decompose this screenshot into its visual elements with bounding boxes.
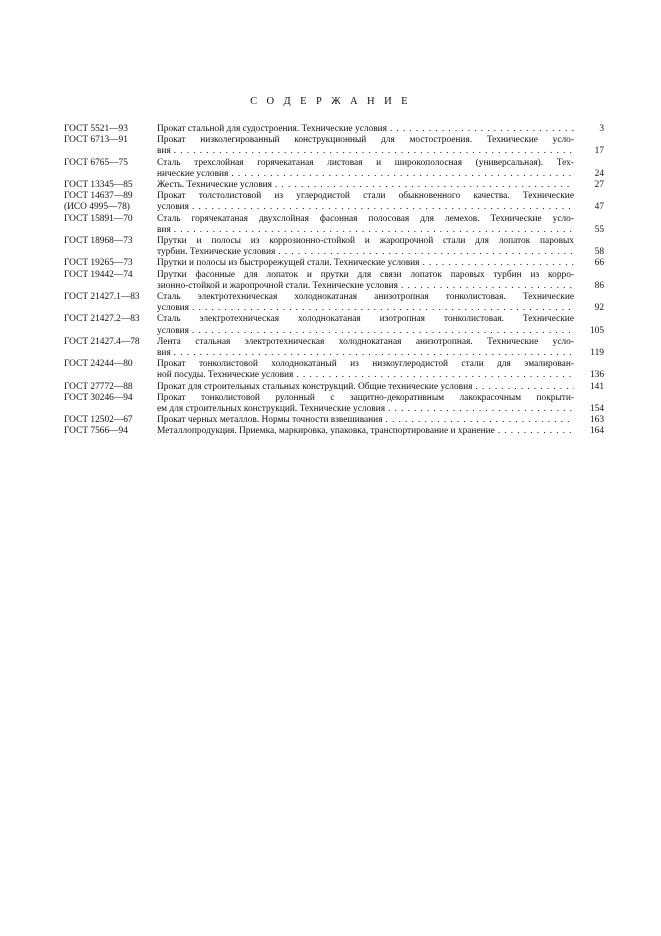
standard-code	[64, 270, 157, 281]
toc-entry	[64, 191, 604, 213]
standard-code-line: ГОСТ 5521—93	[64, 124, 128, 134]
entry-title-text: ем для строительных конструкций. Технические условия	[157, 404, 386, 415]
standard-code-line: ГОСТ 7566—94	[64, 426, 128, 437]
standard-code	[64, 393, 157, 404]
entry-title-text: вия	[157, 348, 171, 359]
page-number: 136	[589, 370, 604, 381]
toc-entry	[64, 158, 604, 180]
page-number: 66	[594, 258, 604, 269]
entry-title-line	[157, 169, 574, 180]
entry-title-line	[157, 258, 574, 269]
entry-title-line	[157, 236, 574, 247]
standard-code	[64, 359, 157, 370]
entry-title-text: Прокат для строительных стальных конструкций. Общие технические условия	[157, 381, 473, 392]
dot-leader	[498, 426, 574, 437]
page-number: 58	[594, 247, 604, 258]
dot-leader	[275, 180, 574, 191]
entry-title-text: Прокат низколегированный конструкционный для мостостроения. Технические усло-	[157, 135, 574, 146]
standard-code	[64, 258, 157, 269]
standard-code	[64, 191, 157, 213]
entry-title	[157, 382, 574, 393]
dot-leader	[388, 404, 574, 415]
entry-title-text: Металлопродукция. Приемка, маркировка, упаковка, транспортирование и хранение	[157, 426, 495, 437]
entry-title-line	[157, 370, 574, 381]
standard-code	[64, 426, 157, 437]
dot-leader	[475, 382, 574, 393]
entry-title-line	[157, 225, 574, 236]
entry-title-text: Прокат черных металлов. Нормы точности взвешивания	[157, 415, 383, 426]
entry-title	[157, 415, 574, 426]
dot-leader	[278, 247, 574, 258]
entry-title-text: условия	[157, 202, 189, 213]
dot-leader	[192, 326, 574, 337]
entry-title	[157, 124, 574, 135]
entry-title-line	[157, 337, 574, 348]
page-number: 86	[594, 280, 604, 291]
page-number: 3	[599, 124, 604, 134]
entry-title-line	[157, 202, 574, 213]
entry-title	[157, 292, 574, 314]
standard-code-line: ГОСТ 27772—88	[64, 381, 133, 392]
toc-entry	[64, 292, 604, 314]
toc-entry	[64, 180, 604, 191]
entry-title	[157, 236, 574, 258]
page-number: 27	[594, 180, 604, 191]
entry-title-line	[157, 393, 574, 404]
page-number: 154	[589, 404, 604, 415]
entry-title	[157, 191, 574, 213]
entry-title-line	[157, 247, 574, 258]
standard-code	[64, 382, 157, 393]
entry-title-text: Сталь электротехническая холоднокатаная изотропная тонколистовая. Технические	[157, 314, 574, 325]
standard-code-line: ГОСТ 21427.2—83	[64, 314, 140, 325]
entry-title-text: Сталь электротехническая холоднокатаная анизотропная тонколистовая. Технические	[157, 292, 574, 303]
entry-title-text: Сталь горячекатаная двухслойная фасонная полосовая для лемехов. Технические усло-	[157, 213, 574, 224]
standard-code	[64, 180, 157, 191]
standard-code-line: (ИСО 4995—78)	[64, 202, 130, 213]
entry-title-text: зионно-стойкой и жаропрочной стали. Технические условия	[157, 280, 398, 291]
standard-code	[64, 236, 157, 247]
toc-entry	[64, 124, 604, 135]
dot-leader	[401, 281, 574, 292]
dot-leader	[174, 146, 574, 157]
entry-title	[157, 214, 574, 236]
page-number: 119	[590, 348, 604, 359]
entry-title-line	[157, 404, 574, 415]
entry-title-line	[157, 348, 574, 359]
standard-code-line: ГОСТ 6713—91	[64, 135, 128, 146]
toc-entry	[64, 382, 604, 393]
entry-title-line	[157, 270, 574, 281]
entry-title-line	[157, 191, 574, 202]
entry-title-line	[157, 415, 574, 426]
page-number: 164	[589, 426, 604, 437]
page-number: 105	[589, 325, 604, 336]
standard-code-line: ГОСТ 19442—74	[64, 269, 133, 280]
page-title: С О Д Е Р Ж А Н И Е	[250, 96, 411, 107]
toc-entry	[64, 426, 604, 437]
standard-code	[64, 415, 157, 426]
entry-title-line	[157, 124, 574, 135]
standard-code-line: ГОСТ 15891—70	[64, 213, 133, 224]
standard-code	[64, 124, 157, 135]
standard-code-line: ГОСТ 6765—75	[64, 157, 128, 168]
dot-leader	[386, 415, 574, 426]
toc-entry	[64, 337, 604, 359]
entry-title-line	[157, 180, 574, 191]
entry-title	[157, 393, 574, 415]
entry-title-text: Прутки и полосы из коррозионно-стойкой и жаропрочной стали для лопаток паровых	[157, 236, 574, 247]
toc-entry	[64, 135, 604, 157]
entry-title-line	[157, 214, 574, 225]
toc-entry	[64, 415, 604, 426]
entry-title	[157, 314, 574, 336]
dot-leader	[192, 303, 574, 314]
entry-title	[157, 180, 574, 191]
toc-entry	[64, 314, 604, 336]
entry-title-line	[157, 292, 574, 303]
entry-title-text: условия	[157, 325, 189, 336]
entry-title-text: Сталь трехслойная горячекатаная листовая и широкополосная (универсальная). Тех-	[157, 157, 574, 168]
toc-entry	[64, 214, 604, 236]
entry-title-line	[157, 326, 574, 337]
entry-title-line	[157, 158, 574, 169]
page-number: 141	[589, 381, 604, 392]
page-number: 163	[589, 415, 604, 426]
standard-code	[64, 214, 157, 225]
standard-code-line: ГОСТ 19265—73	[64, 258, 133, 269]
dot-leader	[192, 202, 574, 213]
entry-title-text: Лента стальная электротехническая холоднокатаная анизотропная. Технические усло-	[157, 336, 574, 347]
entry-title-text: Прокат стальной для судостроения. Технические условия	[157, 124, 387, 134]
standard-code-line: ГОСТ 24244—80	[64, 359, 133, 370]
entry-title-text: Прокат тонколистовой холоднокатаный из низкоуглеродистой стали для эмалирован-	[157, 359, 574, 370]
page-number: 55	[594, 224, 604, 235]
standard-code-line: ГОСТ 14637—89	[64, 191, 133, 202]
standard-code-line: ГОСТ 21427.1—83	[64, 292, 140, 303]
toc-entry	[64, 258, 604, 269]
entry-title-line	[157, 281, 574, 292]
entry-title-text: Прутки и полосы из быстрорежущей стали. Технические условия	[157, 258, 420, 269]
entry-title-text: условия	[157, 303, 189, 314]
entry-title-text: турбин. Технические условия	[157, 247, 276, 258]
entry-title-text: вия	[157, 146, 171, 157]
standard-code	[64, 135, 157, 146]
entry-title-line	[157, 382, 574, 393]
dot-leader	[296, 370, 574, 381]
dot-leader	[422, 258, 574, 269]
dot-leader	[390, 124, 574, 135]
standard-code-line: ГОСТ 12502—67	[64, 415, 133, 426]
entry-title	[157, 270, 574, 292]
standard-code	[64, 314, 157, 325]
entry-title-line	[157, 135, 574, 146]
standard-code-line: ГОСТ 21427.4—78	[64, 336, 140, 347]
toc-entry	[64, 393, 604, 415]
page-number: 92	[594, 303, 604, 314]
entry-title-text: Прутки фасонные для лопаток и прутки для связи лопаток паровых турбин из корро-	[157, 269, 574, 280]
page-number: 47	[594, 202, 604, 213]
entry-title-text: нические условия	[157, 168, 229, 179]
entry-title	[157, 158, 574, 180]
entry-title-line	[157, 303, 574, 314]
toc-entry	[64, 270, 604, 292]
entry-title-text: Прокат толстолистовой из углеродистой стали обыкновенного качества. Технические	[157, 191, 574, 202]
page-number: 17	[594, 146, 604, 157]
toc-entry	[64, 236, 604, 258]
standard-code-line: ГОСТ 13345—85	[64, 180, 133, 191]
entry-title-line	[157, 314, 574, 325]
standard-code	[64, 158, 157, 169]
entry-title-text: Жесть. Технические условия	[157, 180, 272, 191]
entry-title	[157, 426, 574, 437]
standard-code	[64, 337, 157, 348]
standard-code-line: ГОСТ 30246—94	[64, 392, 133, 403]
entry-title-line	[157, 146, 574, 157]
dot-leader	[231, 169, 574, 180]
entry-title-text: ной посуды. Технические условия	[157, 370, 294, 381]
entry-title	[157, 135, 574, 157]
entry-title-text: Прокат тонколистовой рулонный с защитно-декоративным лакокрасочным покрыти-	[157, 392, 574, 403]
standard-code	[64, 292, 157, 303]
dot-leader	[174, 225, 574, 236]
dot-leader	[174, 348, 574, 359]
standard-code-line: ГОСТ 18968—73	[64, 236, 133, 247]
entry-title-line	[157, 426, 574, 437]
table-of-contents	[64, 124, 604, 438]
entry-title	[157, 359, 574, 381]
page-number: 24	[594, 168, 604, 179]
entry-title-text: вия	[157, 224, 171, 235]
entry-title-line	[157, 359, 574, 370]
entry-title	[157, 337, 574, 359]
entry-title	[157, 258, 574, 269]
toc-entry	[64, 359, 604, 381]
